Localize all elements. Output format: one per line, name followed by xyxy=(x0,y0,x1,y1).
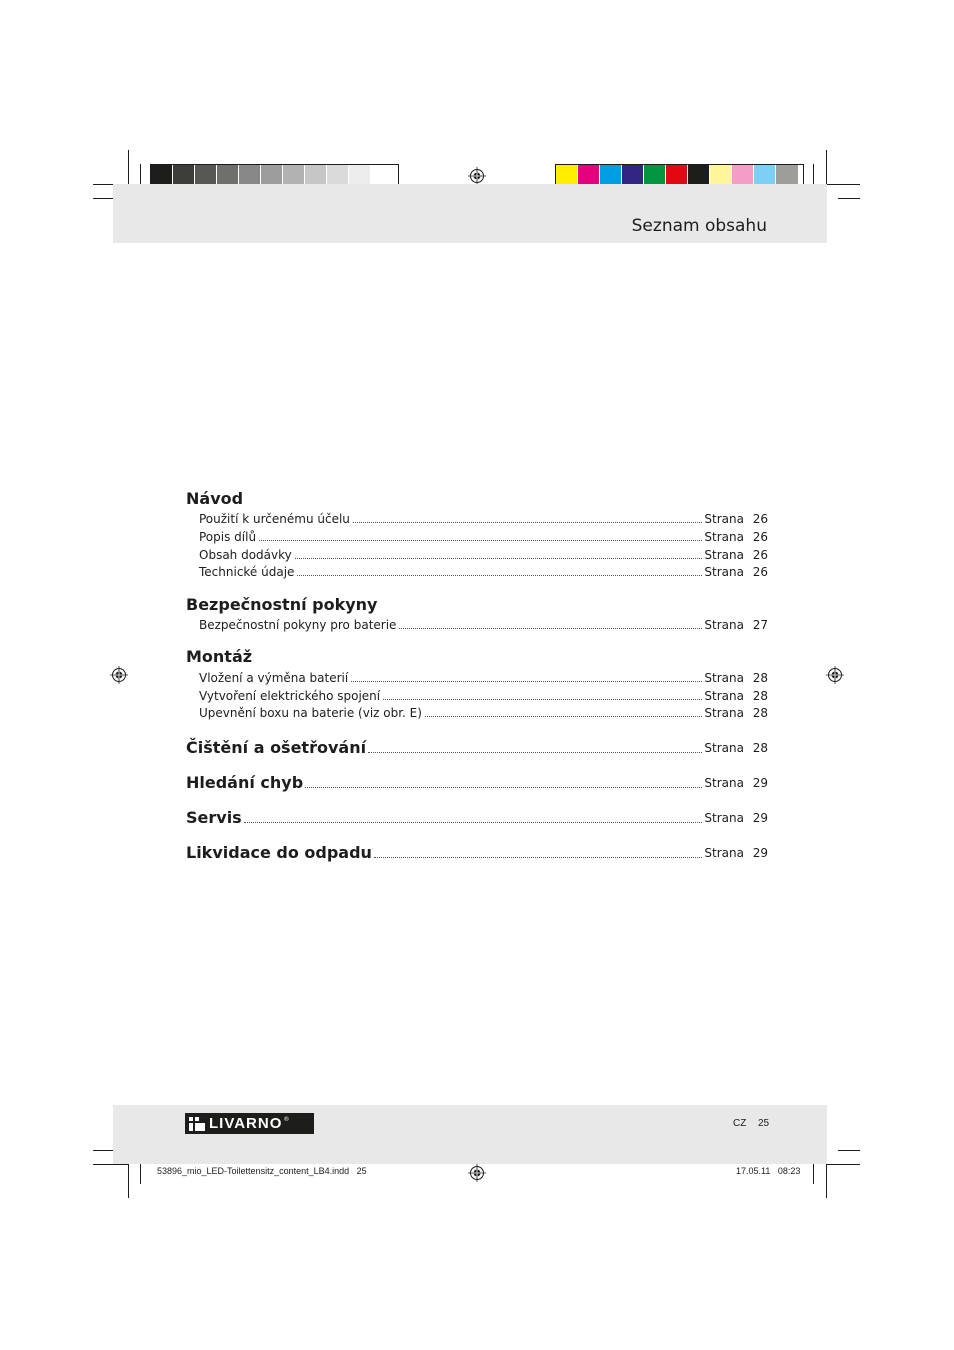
color-swatch xyxy=(710,165,732,184)
toc-entry[interactable] xyxy=(199,669,768,685)
toc-entry[interactable] xyxy=(199,687,768,703)
color-swatch xyxy=(195,165,217,184)
toc-entry-page: Strana 26 xyxy=(704,565,768,579)
color-swatch xyxy=(644,165,666,184)
color-swatch xyxy=(732,165,754,184)
registration-mark-icon xyxy=(468,167,486,185)
dot-leader xyxy=(259,539,702,541)
toc-section-label: Servis xyxy=(186,808,242,827)
toc-entry-page: Strana 29 xyxy=(704,811,768,825)
toc-entry-label: Obsah dodávky xyxy=(199,548,292,562)
process-color-bar xyxy=(555,164,804,185)
color-swatch xyxy=(261,165,283,184)
toc-entry-label: Vytvoření elektrického spojení xyxy=(199,689,381,703)
toc-section-entry[interactable] xyxy=(186,807,768,827)
dot-leader xyxy=(351,680,702,682)
dot-leader xyxy=(383,698,702,700)
color-swatch xyxy=(371,165,393,184)
file-info: 53896_mio_LED-Toilettensitz_content_LB4.indd 25 xyxy=(157,1166,367,1176)
dot-leader xyxy=(399,627,702,629)
toc-section-title: Bezpečnostní pokyny xyxy=(186,595,378,614)
toc-section-entry[interactable] xyxy=(186,772,768,792)
crop-mark xyxy=(128,1164,129,1198)
toc-entry-label: Bezpečnostní pokyny pro baterie xyxy=(199,618,397,632)
toc-entry-label: Popis dílů xyxy=(199,530,257,544)
date-time: 17.05.11 08:23 xyxy=(736,1166,801,1176)
registration-mark-icon xyxy=(826,666,844,684)
color-swatch xyxy=(327,165,349,184)
color-swatch xyxy=(173,165,195,184)
toc-section-label: Likvidace do odpadu xyxy=(186,843,372,862)
toc-section-title: Návod xyxy=(186,489,244,508)
crop-mark xyxy=(140,1164,141,1184)
toc-entry-page: Strana 29 xyxy=(704,846,768,860)
crop-mark xyxy=(838,1150,860,1151)
brand-name: LIVARNO xyxy=(209,1115,283,1132)
toc-entry[interactable] xyxy=(199,616,768,632)
toc-entry-page: Strana 26 xyxy=(704,512,768,526)
crop-mark xyxy=(826,1164,827,1198)
toc-entry-label: Vložení a výměna baterií xyxy=(199,671,349,685)
toc-section-entry[interactable] xyxy=(186,842,768,862)
toc-entry-page: Strana 27 xyxy=(704,618,768,632)
page-title: Seznam obsahu xyxy=(631,216,767,236)
livarno-logo xyxy=(185,1113,314,1134)
dot-leader xyxy=(297,574,702,576)
toc-entry-page: Strana 28 xyxy=(704,741,768,755)
color-swatch xyxy=(239,165,261,184)
color-swatch xyxy=(622,165,644,184)
color-swatch xyxy=(578,165,600,184)
toc-entry-label: Upevnění boxu na baterie (viz obr. E) xyxy=(199,706,422,720)
language-code: CZ xyxy=(733,1118,747,1129)
toc-entry-label: Použití k určenému účelu xyxy=(199,512,350,526)
color-swatch xyxy=(217,165,239,184)
color-swatch xyxy=(688,165,710,184)
registered-mark: ® xyxy=(283,1116,290,1123)
crop-mark xyxy=(93,1150,113,1151)
registration-mark-icon xyxy=(468,1164,486,1182)
toc-entry-page: Strana 26 xyxy=(704,530,768,544)
color-swatch xyxy=(666,165,688,184)
toc-section-label: Hledání chyb xyxy=(186,773,304,792)
color-swatch xyxy=(556,165,578,184)
dot-leader xyxy=(368,751,702,753)
color-swatch xyxy=(754,165,776,184)
crop-mark xyxy=(93,1164,129,1165)
toc-entry-page: Strana 28 xyxy=(704,689,768,703)
toc-entry-page: Strana 28 xyxy=(704,671,768,685)
registration-mark-icon xyxy=(110,666,128,684)
color-swatch xyxy=(305,165,327,184)
color-swatch xyxy=(151,165,173,184)
toc-entry[interactable] xyxy=(199,510,768,526)
dot-leader xyxy=(425,715,702,717)
toc-entry[interactable] xyxy=(199,563,768,579)
crop-mark xyxy=(826,1164,860,1165)
toc-entry-page: Strana 29 xyxy=(704,776,768,790)
toc-entry[interactable] xyxy=(199,546,768,562)
toc-entry[interactable] xyxy=(199,704,768,720)
grayscale-color-bar xyxy=(150,164,399,185)
crop-mark xyxy=(128,150,129,186)
toc-entry-label: Technické údaje xyxy=(199,565,295,579)
dot-leader xyxy=(305,786,702,788)
crop-mark xyxy=(813,1164,814,1184)
color-swatch xyxy=(283,165,305,184)
dot-leader xyxy=(244,821,703,823)
toc-section-entry[interactable] xyxy=(186,737,768,757)
toc-entry-page: Strana 28 xyxy=(704,706,768,720)
color-swatch xyxy=(600,165,622,184)
brand-mark-icon xyxy=(189,1117,205,1131)
page-number: 25 xyxy=(758,1118,770,1129)
color-swatch xyxy=(776,165,798,184)
crop-mark xyxy=(838,198,860,199)
dot-leader xyxy=(353,521,703,523)
toc-entry[interactable] xyxy=(199,528,768,544)
toc-entry-page: Strana 26 xyxy=(704,548,768,562)
crop-mark xyxy=(813,164,814,186)
crop-mark xyxy=(93,198,113,199)
crop-mark xyxy=(826,150,827,186)
dot-leader xyxy=(295,557,703,559)
crop-mark xyxy=(140,164,141,186)
crop-mark xyxy=(826,184,860,185)
toc-section-label: Čištění a ošetřování xyxy=(186,738,367,757)
dot-leader xyxy=(374,856,702,858)
color-swatch xyxy=(349,165,371,184)
toc-section-title: Montáž xyxy=(186,647,253,666)
